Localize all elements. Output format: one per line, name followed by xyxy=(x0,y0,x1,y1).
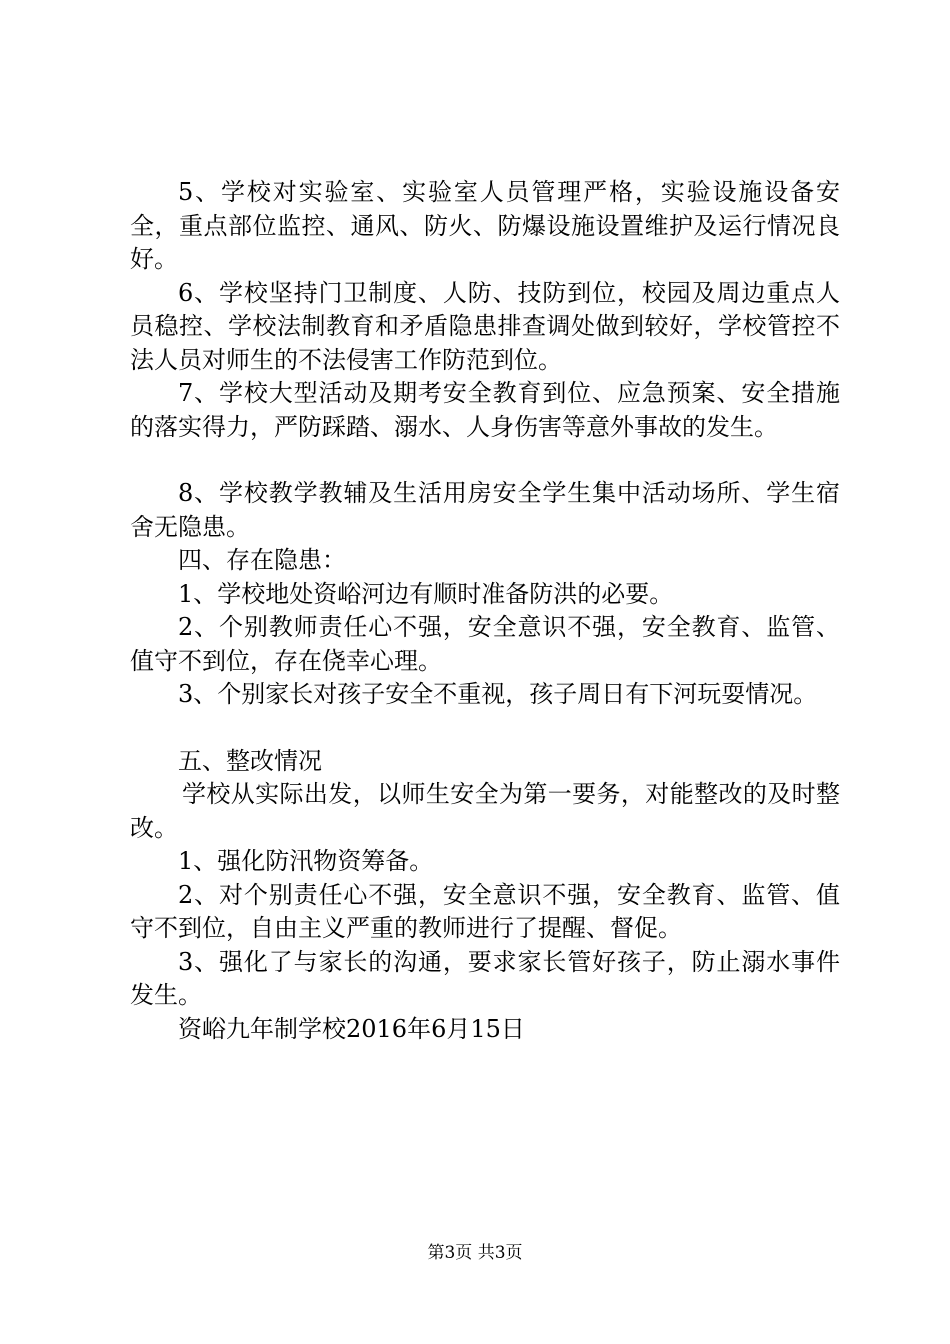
document-body xyxy=(130,176,840,1046)
paragraph-item-6: 6、学校坚持门卫制度、人防、技防到位，校园及周边重点人员稳控、学校法制教育和矛盾隐患排查调处做到较好，学校管控不法人员对师生的不法侵害工作防范到位。 xyxy=(130,278,840,374)
rectification-item-1: 1、强化防汛物资筹备。 xyxy=(178,847,434,875)
paragraph-spacer xyxy=(130,444,840,477)
hazard-item-2: 2、个别教师责任心不强，安全意识不强，安全教育、监管、值守不到位，存在侥幸心理。 xyxy=(130,613,840,675)
paragraph-item-5: 5、学校对实验室、实验室人员管理严格，实验设施设备安全，重点部位监控、通风、防火、防爆设施设置维护及运行情况良好。 xyxy=(130,178,840,273)
rectification-intro: 学校从实际出发，以师生安全为第一要务，对能整改的及时整改。 xyxy=(130,780,840,842)
hazard-item-1: 1、学校地处资峪河边有顺时准备防洪的必要。 xyxy=(178,579,674,608)
hazard-item-3: 3、个别家长对孩子安全不重视，孩子周日有下河玩耍情况。 xyxy=(178,680,818,708)
paragraph-spacer xyxy=(130,712,840,745)
page-number-footer: 第3页 共3页 xyxy=(427,1243,523,1263)
signature-date-line: 资峪九年制学校2016年6月15日 xyxy=(178,1014,525,1043)
paragraph-item-8: 8、学校教学教辅及生活用房安全学生集中活动场所、学生宿舍无隐患。 xyxy=(130,479,840,541)
rectification-item-3: 3、强化了与家长的沟通，要求家长管好孩子，防止溺水事件发生。 xyxy=(130,947,840,1009)
section-heading-hazards: 四、存在隐患： xyxy=(178,546,346,574)
section-heading-rectification: 五、整改情况 xyxy=(178,746,322,775)
paragraph-item-7: 7、学校大型活动及期考安全教育到位、应急预案、安全措施的落实得力，严防踩踏、溺水、人身伤害等意外事故的发生。 xyxy=(130,379,840,441)
rectification-item-2: 2、对个别责任心不强，安全意识不强，安全教育、监管、值守不到位，自由主义严重的教师进行了提醒、督促。 xyxy=(130,880,840,942)
